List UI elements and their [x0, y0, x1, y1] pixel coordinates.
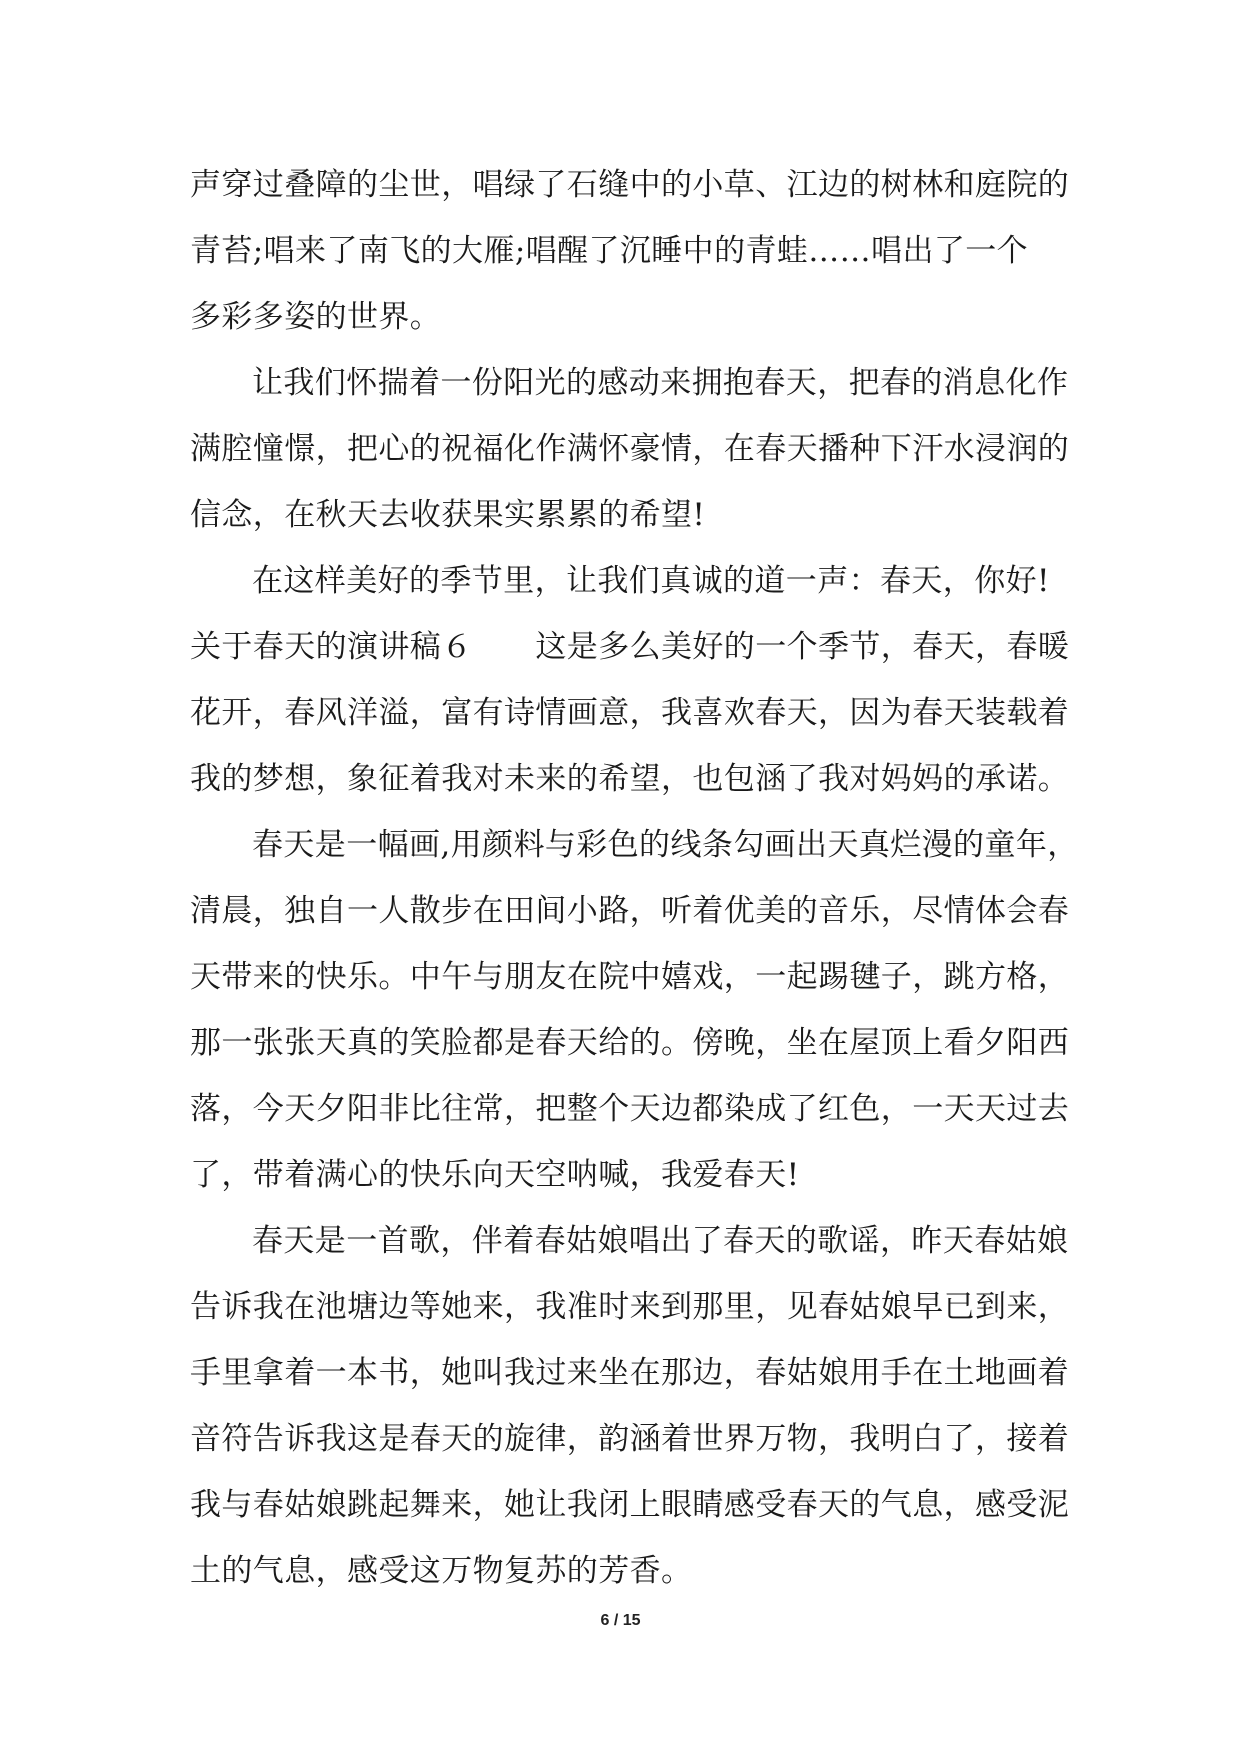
text-line: 告诉我在池塘边等她来，我准时来到那里，见春姑娘早已到来，	[190, 1289, 1070, 1325]
text-line: 音符告诉我这是春天的旋律，韵涵着世界万物，我明白了，接着	[190, 1421, 1070, 1457]
text-line: 手里拿着一本书，她叫我过来坐在那边，春姑娘用手在土地画着	[190, 1355, 1070, 1391]
text-line: 了，带着满心的快乐向天空呐喊，我爱春天!	[190, 1157, 800, 1193]
text-line: 多彩多姿的世界。	[190, 299, 442, 335]
text-line: 我的梦想，象征着我对未来的希望，也包涵了我对妈妈的承诺。	[190, 761, 1070, 797]
text-line: 土的气息，感受这万物复苏的芳香。	[190, 1553, 693, 1589]
paragraph-first-line: 春天是一首歌，伴着春姑娘唱出了春天的歌谣，昨天春姑娘	[252, 1223, 1069, 1259]
paragraph-first-line: 在这样美好的季节里，让我们真诚的道一声：春天，你好!	[252, 563, 1050, 599]
section-heading-line: 关于春天的演讲稿６ 这是多么美好的一个季节，春天，春暖	[190, 629, 1070, 665]
page-number: 6 / 15	[600, 1612, 641, 1629]
paragraph-first-line: 让我们怀揣着一份阳光的感动来拥抱春天，把春的消息化作	[252, 365, 1069, 401]
text-line: 天带来的快乐。中午与朋友在院中嬉戏，一起踢毽子，跳方格，	[190, 959, 1070, 995]
paragraph-first-line: 春天是一幅画,用颜料与彩色的线条勾画出天真烂漫的童年，	[252, 827, 1079, 863]
text-line: 清晨，独自一人散步在田间小路，听着优美的音乐，尽情体会春	[190, 893, 1070, 929]
text-line: 落，今天夕阳非比往常，把整个天边都染成了红色，一天天过去	[190, 1091, 1070, 1127]
text-line: 花开，春风洋溢，富有诗情画意，我喜欢春天，因为春天装载着	[190, 695, 1070, 731]
document-body	[190, 152, 1079, 1604]
text-line: 声穿过叠障的尘世，唱绿了石缝中的小草、江边的树林和庭院的	[190, 167, 1070, 203]
text-line: 信念，在秋天去收获果实累累的希望!	[190, 497, 706, 533]
text-line: 满腔憧憬，把心的祝福化作满怀豪情，在春天播种下汗水浸润的	[190, 431, 1070, 467]
text-line: 青苔;唱来了南飞的大雁;唱醒了沉睡中的青蛙……唱出了一个	[190, 233, 1029, 269]
text-line: 那一张张天真的笑脸都是春天给的。傍晚，坐在屋顶上看夕阳西	[190, 1025, 1070, 1061]
text-line: 我与春姑娘跳起舞来，她让我闭上眼睛感受春天的气息，感受泥	[190, 1487, 1070, 1523]
